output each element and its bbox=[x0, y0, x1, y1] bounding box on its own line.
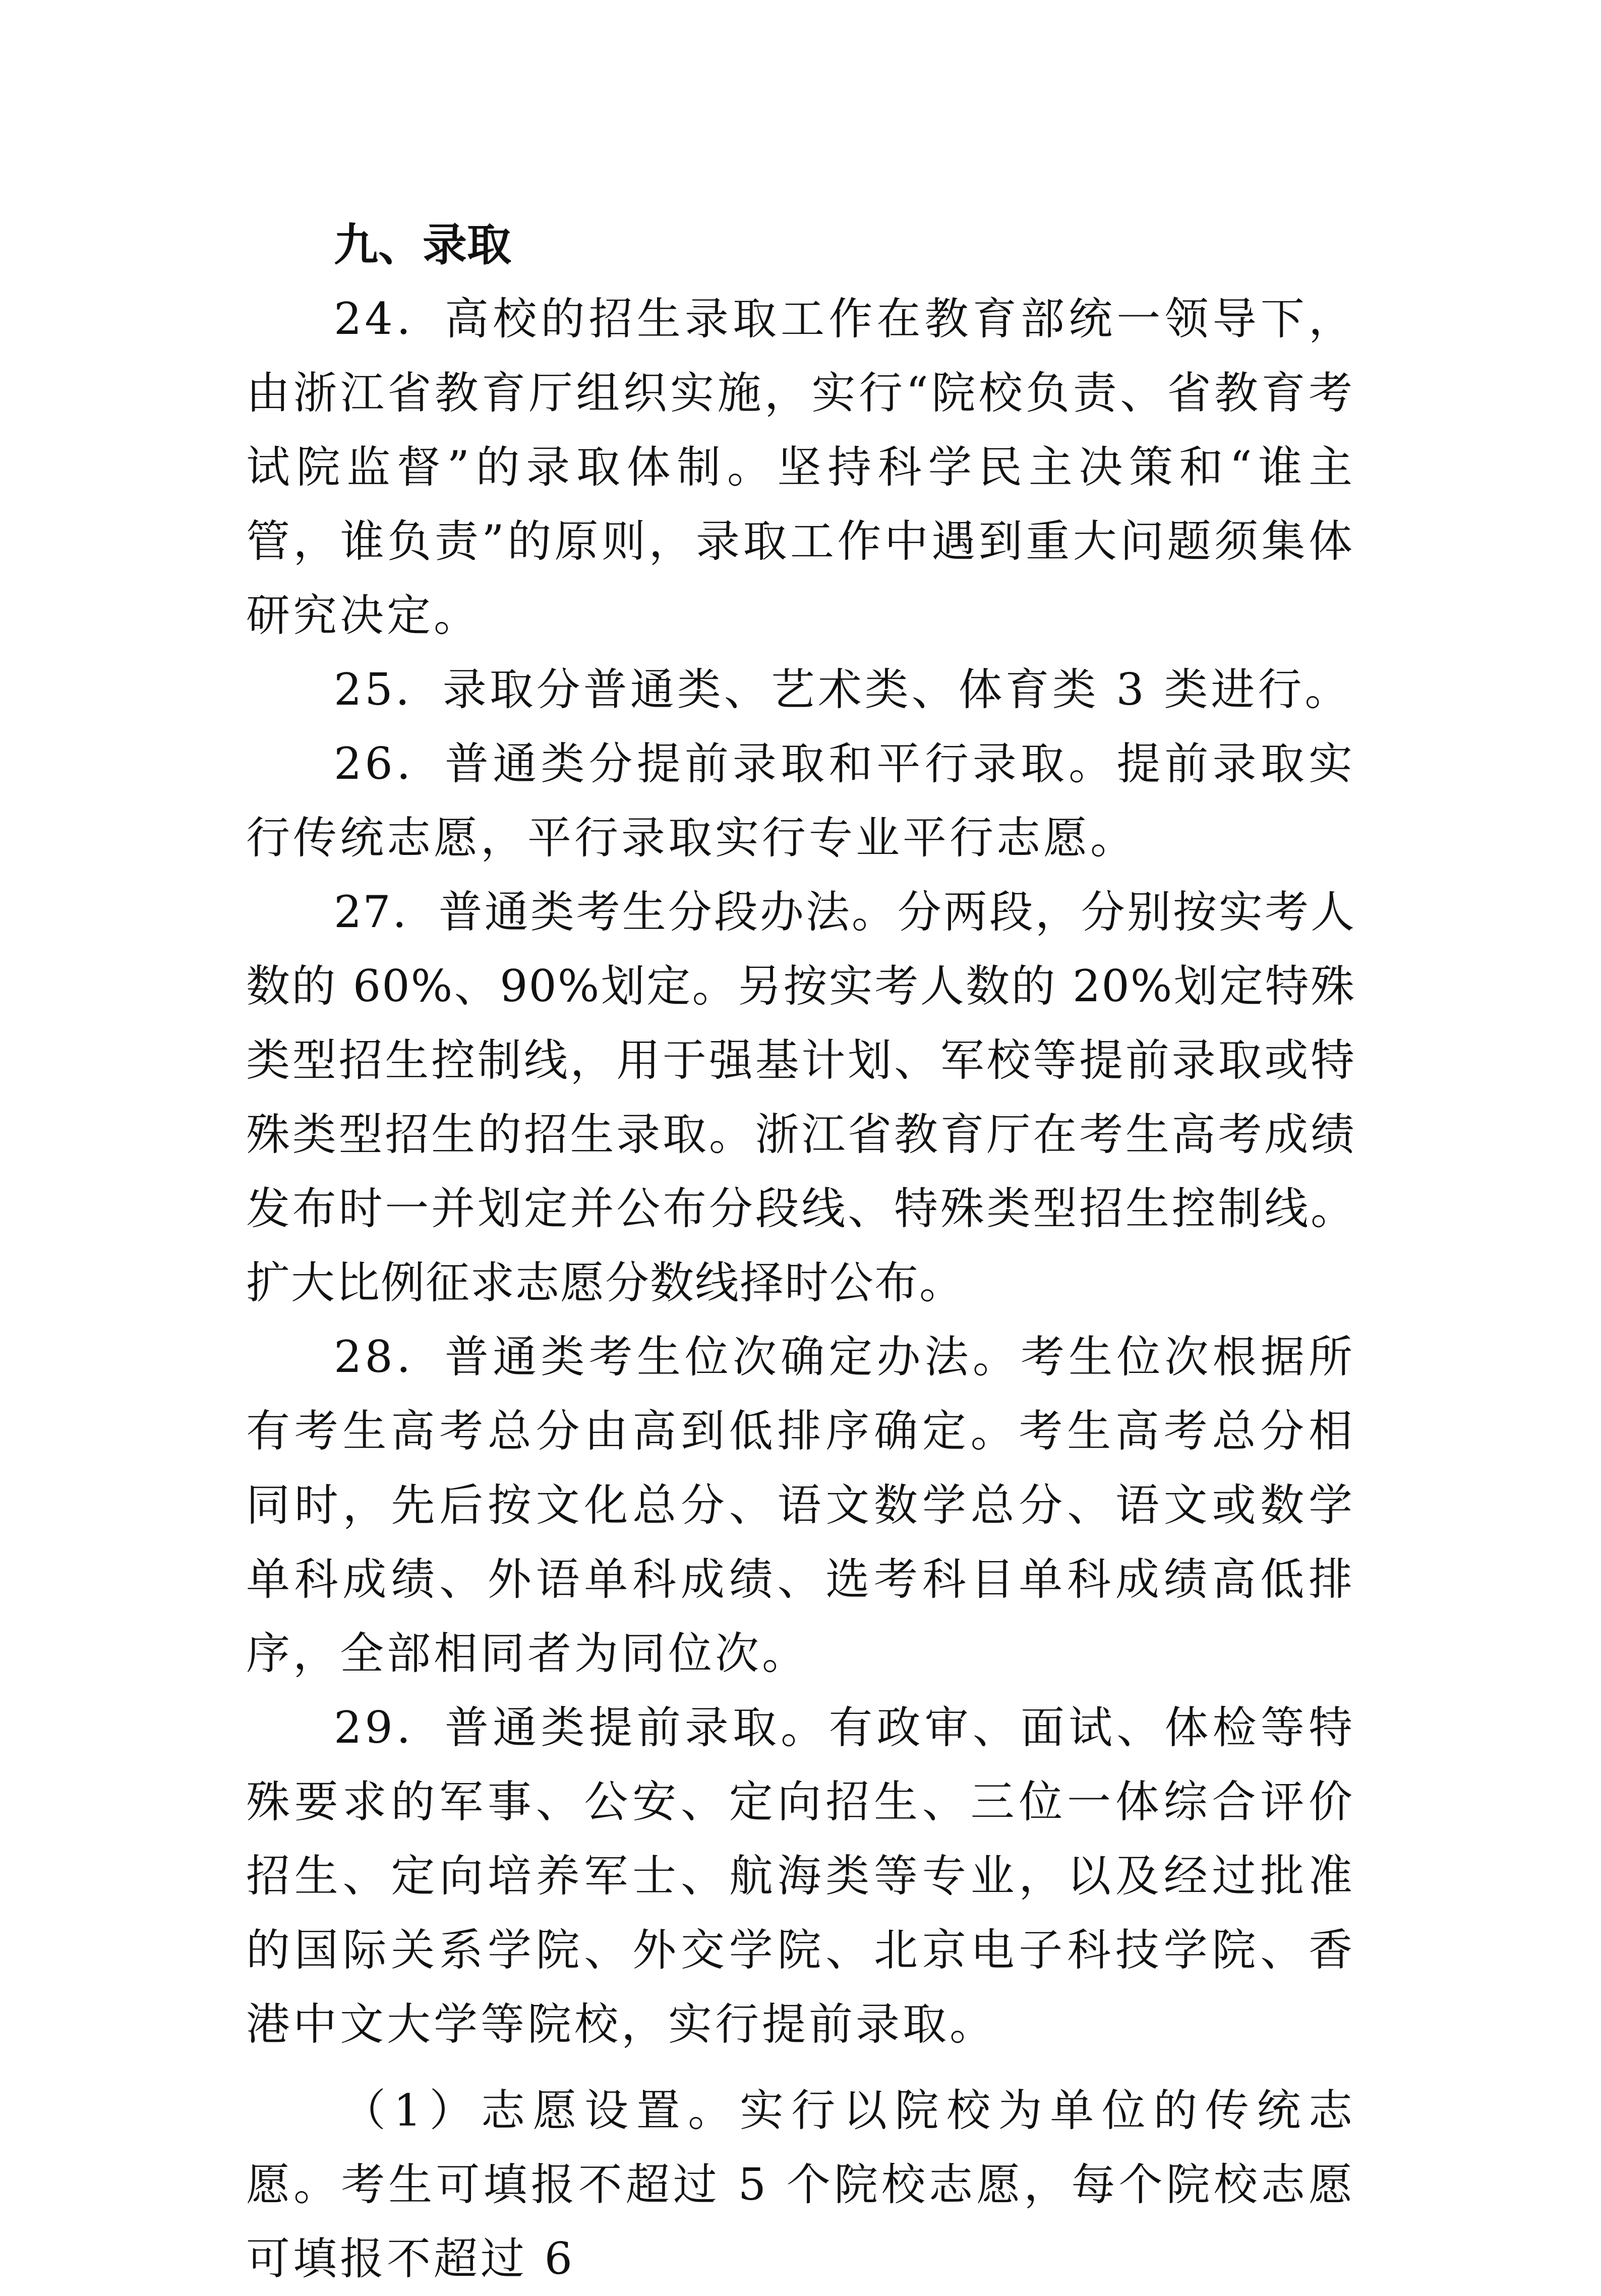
document-body bbox=[246, 208, 1355, 2296]
paragraph-24: 24．高校的招生录取工作在教育部统一领导下，由浙江省教育厅组织实施，实行“院校负责、省教育考试院监督”的录取体制。坚持科学民主决策和“谁主管，谁负责”的原则，录取工作中遇到重大问题须集体研究决定。 bbox=[246, 293, 1355, 641]
paragraph-26: 26．普通类分提前录取和平行录取。提前录取实行传统志愿，平行录取实行专业平行志愿。 bbox=[246, 738, 1355, 864]
paragraph-28: 28．普通类考生位次确定办法。考生位次根据所有考生高考总分由高到低排序确定。考生高考总分相同时，先后按文化总分、语文数学总分、语文或数学单科成绩、外语单科成绩、选考科目单科成绩高低排序，全部相同者为同位次。 bbox=[246, 1331, 1355, 1679]
paragraph-29-item-1: （1）志愿设置。实行以院校为单位的传统志愿。考生可填报不超过 5 个院校志愿，每个院校志愿可填报不超过 6 bbox=[246, 2085, 1355, 2284]
paragraph-29: 29．普通类提前录取。有政审、面试、体检等特殊要求的军事、公安、定向招生、三位一体综合评价招生、定向培养军士、航海类等专业，以及经过批准的国际关系学院、外交学院、北京电子科技学院、香港中文大学等院校，实行提前录取。 bbox=[246, 1702, 1355, 2050]
section-heading: 九、录取 bbox=[334, 219, 512, 271]
paragraph-27: 27．普通类考生分段办法。分两段，分别按实考人数的 60%、90%划定。另按实考人数的 20%划定特殊类型招生控制线，用于强基计划、军校等提前录取或特殊类型招生的招生录取。浙江省教育厅在考生高考成绩发布时一并划定并公布分段线、特殊类型招生控制线。扩大比例征求志愿分数线择时公布。 bbox=[246, 886, 1355, 1308]
paragraph-25: 25．录取分普通类、艺术类、体育类 3 类进行。 bbox=[334, 664, 1352, 715]
